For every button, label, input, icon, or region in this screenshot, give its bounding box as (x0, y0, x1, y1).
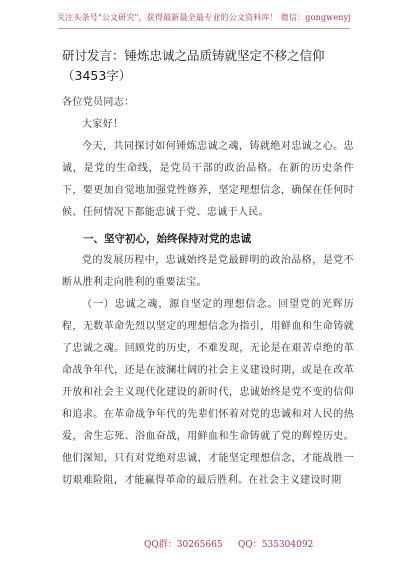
section1-paragraph-1: 党的发展历程中，忠诚始终是党最鲜明的政治品格，是党不断从胜利走向胜利的重要法宝。 (62, 255, 354, 288)
header-banner: 关注头条号"公文研究"，获得最新最全最专业的公文资料库！ 微信：gongwenyj (56, 13, 352, 22)
intro-paragraph: 今天，共同探讨如何锤炼忠诚之魂，铸就绝对忠诚之心。忠诚，是党的生命线，是党员干部的政治品格。在新的历史条件下，要更加自觉地加强党性修养，坚定理想信念，确保在任何时候、任何情况下都能忠诚于党、忠诚于人民。 (62, 141, 354, 218)
document-title: 研讨发言：锤炼忠诚之品质铸就坚定不移之信仰（3453字） (62, 48, 325, 83)
salutation: 各位党员同志： (62, 97, 135, 108)
header-divider (58, 28, 350, 29)
document-body (62, 46, 354, 492)
section1-paragraph-2: （一）忠诚之魂，源自坚定的理想信念。回望党的光辉历程，无数革命先烈以坚定的理想信念为指引，用鲜血和生命铸就了忠诚之魂。回顾党的历史，不难发现，无论是在艰苦卓绝的革命战争年代，还是在波澜壮阔的社会主义建设时期，或是在改革开放和社会主义现代化建设的新时代，忠诚始终是党不变的信仰和追求。在革命战争年代的先辈们怀着对党的忠诚和对人民的热爱，舍生忘死、浴血奋战，用鲜血和生命铸就了党的辉煌历史。他们深知，只有对党绝对忠诚，才能坚定理想信念，才能战胜一切艰难险阻，才能赢得革命的最后胜利。在社会主义建设时期 (62, 299, 354, 486)
section-heading-1: 一、坚守初心，始终保持对党的忠诚 (83, 233, 251, 245)
greeting: 大家好！ (82, 119, 124, 130)
footer (0, 537, 408, 551)
footer-qq-number: QQ：535304092 (238, 540, 314, 550)
footer-qq-group: QQ群：30265665 (144, 540, 223, 550)
